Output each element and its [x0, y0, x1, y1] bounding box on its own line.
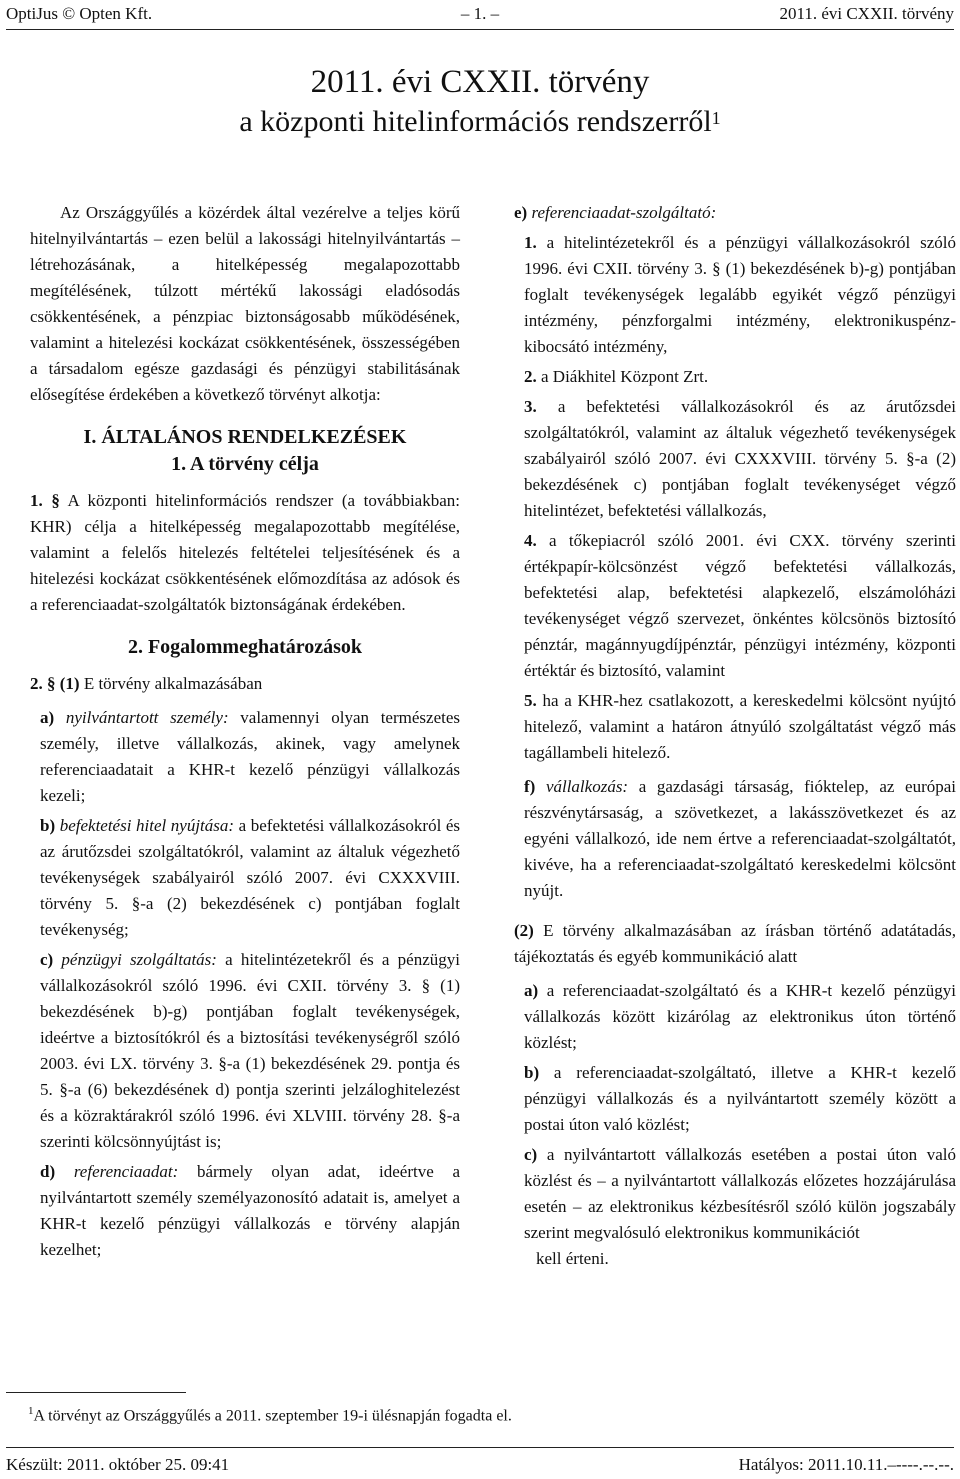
subitem-1-text: a hitelintézetekről és a pénzügyi vállalkozásokról szóló 1996. évi CXII. törvény 3. § (1) bekezdésének b)-g) pontjában foglalt tevékenységek legalább egyikét végző pénzügyi intézmény, pénzforgalmi intézmény, elektronikuspénz-kibocsátó intézmény,: [524, 233, 956, 356]
preamble: Az Országgyűlés a közérdek által vezérelve a teljes körű hitelnyilvántartás – ezen belül a lakossági hitelnyilvántartás – létrehozásának, a hitelképesség megalapozottabb megítélésének, túlzott mértékű lakossági eladósodás csökkentésének, a pénzpiac biztonságosabb működésének, valamint a hitelezési kockázat csökkentésének, összességében a társadalom egésze gazdasági és pénzügyi stabilitásának elősegítése érdekében a következő törvényt alkotja:: [30, 203, 460, 404]
section-2-intro: [30, 671, 460, 697]
title-line-1: 2011. évi CXXII. törvény: [310, 64, 650, 100]
definition-f-term: vállalkozás:: [545, 777, 629, 796]
definition-c: [30, 947, 460, 1155]
footnote: [28, 1400, 512, 1427]
footer-divider: [6, 1447, 954, 1448]
communication-b-label: b): [524, 1063, 540, 1082]
communication-b: [514, 1060, 956, 1138]
definition-b: [30, 813, 460, 943]
section-1-heading: 1. A törvény célja: [171, 453, 319, 475]
section-1-number: 1. §: [30, 491, 60, 510]
section-2-heading: 2. Fogalommeghatározások: [127, 636, 363, 658]
definition-a-term: nyilvántartott személy:: [65, 708, 229, 727]
subitem-3-number: 3.: [524, 397, 537, 416]
definition-c-text: a hitelintézetekről és a pénzügyi vállalkozásokról szóló 1996. évi CXII. törvény 3. § (1) bekezdésének b)-g) pontjában foglalt tevékenységek, ideértve a biztosítókról és a biztosítási tevékenységről szóló 2003. évi LX. törvény 3. §-a (1) bekezdésének 29. pontja és 5. §-a (6) bekezdésének d) pontja szerinti jelzáloghitelezést és a közraktárakról szóló 1996. évi XLVIII. törvény 28. §-a szerinti kölcsönnyújtást is;: [40, 950, 460, 1151]
section-2-number: 2. §: [30, 674, 56, 693]
communication-a: [514, 978, 956, 1056]
footnote-number: 1: [28, 1405, 34, 1417]
header-publisher: OptiJus © Opten Kft.: [6, 4, 153, 23]
definition-d-term: referenciaadat:: [73, 1162, 179, 1181]
document-title: [0, 62, 960, 142]
definition-e: [514, 200, 956, 226]
subitem-5-number: 5.: [524, 691, 537, 710]
section-1-body: [30, 488, 460, 618]
footer-effective: Hatályos: 2011.10.11.–----.--.--.: [738, 1455, 954, 1474]
section-1-text: A központi hitelinformációs rendszer (a továbbiakban: KHR) célja a hitelképesség megalapozottabb megítélése, valamint a felelős hitelezés feltételei teljesítésének és a hitelezési kockázat csökkentésének előmozdítása az adósok és a referenciaadat-szolgáltatók biztonságának érdekében.: [30, 491, 460, 614]
footnote-reference[interactable]: 1: [711, 108, 721, 128]
definition-a-text: valamennyi olyan természetes személy, illetve vállalkozás, akinek, vagy amelynek referenciaadatait a KHR-t kezelő pénzügyi vállalkozás kezeli;: [40, 708, 460, 805]
chapter-heading: I. ÁLTALÁNOS RENDELKEZÉSEK: [83, 426, 407, 448]
definition-b-term: befektetési hitel nyújtása:: [59, 816, 235, 835]
left-column: [30, 200, 460, 1267]
footnote-text: A törvényt az Országgyűlés a 2011. szeptember 19-i ülésnapján fogadta el.: [33, 1407, 512, 1425]
definition-d-text: bármely olyan adat, ideértve a nyilvántartott személy személyazonosító adatait is, amelyet a KHR-t kezelő pénzügyi vállalkozás e törvény alapján kezelhet;: [40, 1162, 461, 1259]
subitem-4-text: a tőkepiacról szóló 2001. évi CXX. törvény szerinti értékpapír-kölcsönzést végző befektetési vállalkozás, befektetési alap, befektetési alapkezelő, elszámolóházi tevékenységet végző szervezet, önkéntes kölcsönös biztosító pénztár, magánnyugdíjpénztár, pénzügyi intézmény, központi értéktár és biztosító, valamint: [524, 531, 956, 680]
communication-c-label: c): [524, 1145, 538, 1164]
paragraph-2-text: E törvény alkalmazásában az írásban történő adatátadás, tájékoztatás és egyéb kommunikáció alatt: [514, 921, 956, 966]
definition-b-label: b): [40, 816, 56, 835]
list-item: [514, 364, 956, 390]
list-item: [514, 394, 956, 524]
header-divider: [6, 29, 954, 30]
definition-d-label: d): [40, 1162, 56, 1181]
communication-b-text: a referenciaadat-szolgáltató, illetve a KHR-t kezelő pénzügyi vállalkozás és a nyilvántartott személy között a postai úton való közlést;: [524, 1063, 956, 1134]
definition-d: [30, 1159, 460, 1263]
paragraph-1-intro: E törvény alkalmazásában: [79, 674, 263, 693]
running-header: [6, 2, 954, 28]
definition-e-term: referenciaadat-szolgáltató:: [531, 203, 717, 222]
right-column: [514, 200, 956, 1272]
header-page-number: – 1. –: [460, 4, 500, 23]
footer-created: Készült: 2011. október 25. 09:41: [6, 1455, 230, 1474]
subitem-2-text: a Diákhitel Központ Zrt.: [536, 367, 709, 386]
communication-a-text: a referenciaadat-szolgáltató és a KHR-t kezelő pénzügyi vállalkozás között kizárólag az elektronikus úton történő közlést;: [524, 981, 956, 1052]
definition-f: [514, 774, 956, 904]
list-item: [514, 528, 956, 684]
paragraph-2-number: (2): [514, 921, 534, 940]
list-item: [514, 230, 956, 360]
definition-c-label: c): [40, 950, 54, 969]
title-line-2: [0, 102, 960, 142]
definition-a-label: a): [40, 708, 55, 727]
subitem-1-number: 1.: [524, 233, 537, 252]
subitem-4-number: 4.: [524, 531, 537, 550]
title-line-2-text: a központi hitelinformációs rendszerről: [239, 105, 712, 138]
definition-c-term: pénzügyi szolgáltatás:: [61, 950, 217, 969]
communication-c: [514, 1142, 956, 1246]
header-law-title: 2011. évi CXXII. törvény: [779, 4, 954, 23]
subitem-2-number: 2.: [524, 367, 537, 386]
subitem-3-text: a befektetési vállalkozásokról és az árutőzsdei szolgáltatókról, valamint az általuk végezhető tevékenységek szabályairól szóló 2007. évi CXXXVIII. törvény 5. §-a (2) bekezdésének c) pontjában foglalt tevékenységet végző hitelintézet, befektetési vállalkozás,: [524, 397, 956, 520]
definition-f-text: a gazdasági társaság, fióktelep, az európai részvénytársaság, a szövetkezet, a lakásszövetkezet és az egyéni vállalkozó, ide nem értve a referenciaadat-szolgáltatót, kivéve, ha a referenciaadat-szolgáltató kereskedelmi kölcsönt nyújt.: [524, 777, 957, 900]
subitem-5-text: ha a KHR-hez csatlakozott, a kereskedelmi kölcsönt nyújtó hitelező, valamint a határon átnyúló szolgáltatást végző más tagállambeli hitelező.: [524, 691, 956, 762]
list-item: [514, 688, 956, 766]
paragraph-2-intro: [514, 918, 956, 970]
communication-c-text: a nyilvántartott vállalkozás esetében a postai úton való közlést és – a nyilvántartott vállalkozás előzetes hozzájárulása esetén – az elektronikus kézbesítésről szóló külön jogszabály szerint megvalósuló elektronikus kommunikációt: [524, 1145, 956, 1242]
definition-a: [30, 705, 460, 809]
footnote-divider: [6, 1392, 186, 1393]
definition-f-label: f): [524, 777, 536, 796]
paragraph-1-number: (1): [59, 674, 80, 693]
definition-b-text: a befektetési vállalkozásokról és az árutőzsdei szolgáltatókról, valamint az általuk végezhető tevékenységek szabályairól szóló 2007. évi CXXXVIII. törvény 5. §-a (2) bekezdésének c) pontjában foglalt tevékenység;: [40, 816, 461, 939]
definition-e-label: e): [514, 203, 528, 222]
closing-text: kell érteni.: [536, 1249, 609, 1268]
communication-a-label: a): [524, 981, 539, 1000]
